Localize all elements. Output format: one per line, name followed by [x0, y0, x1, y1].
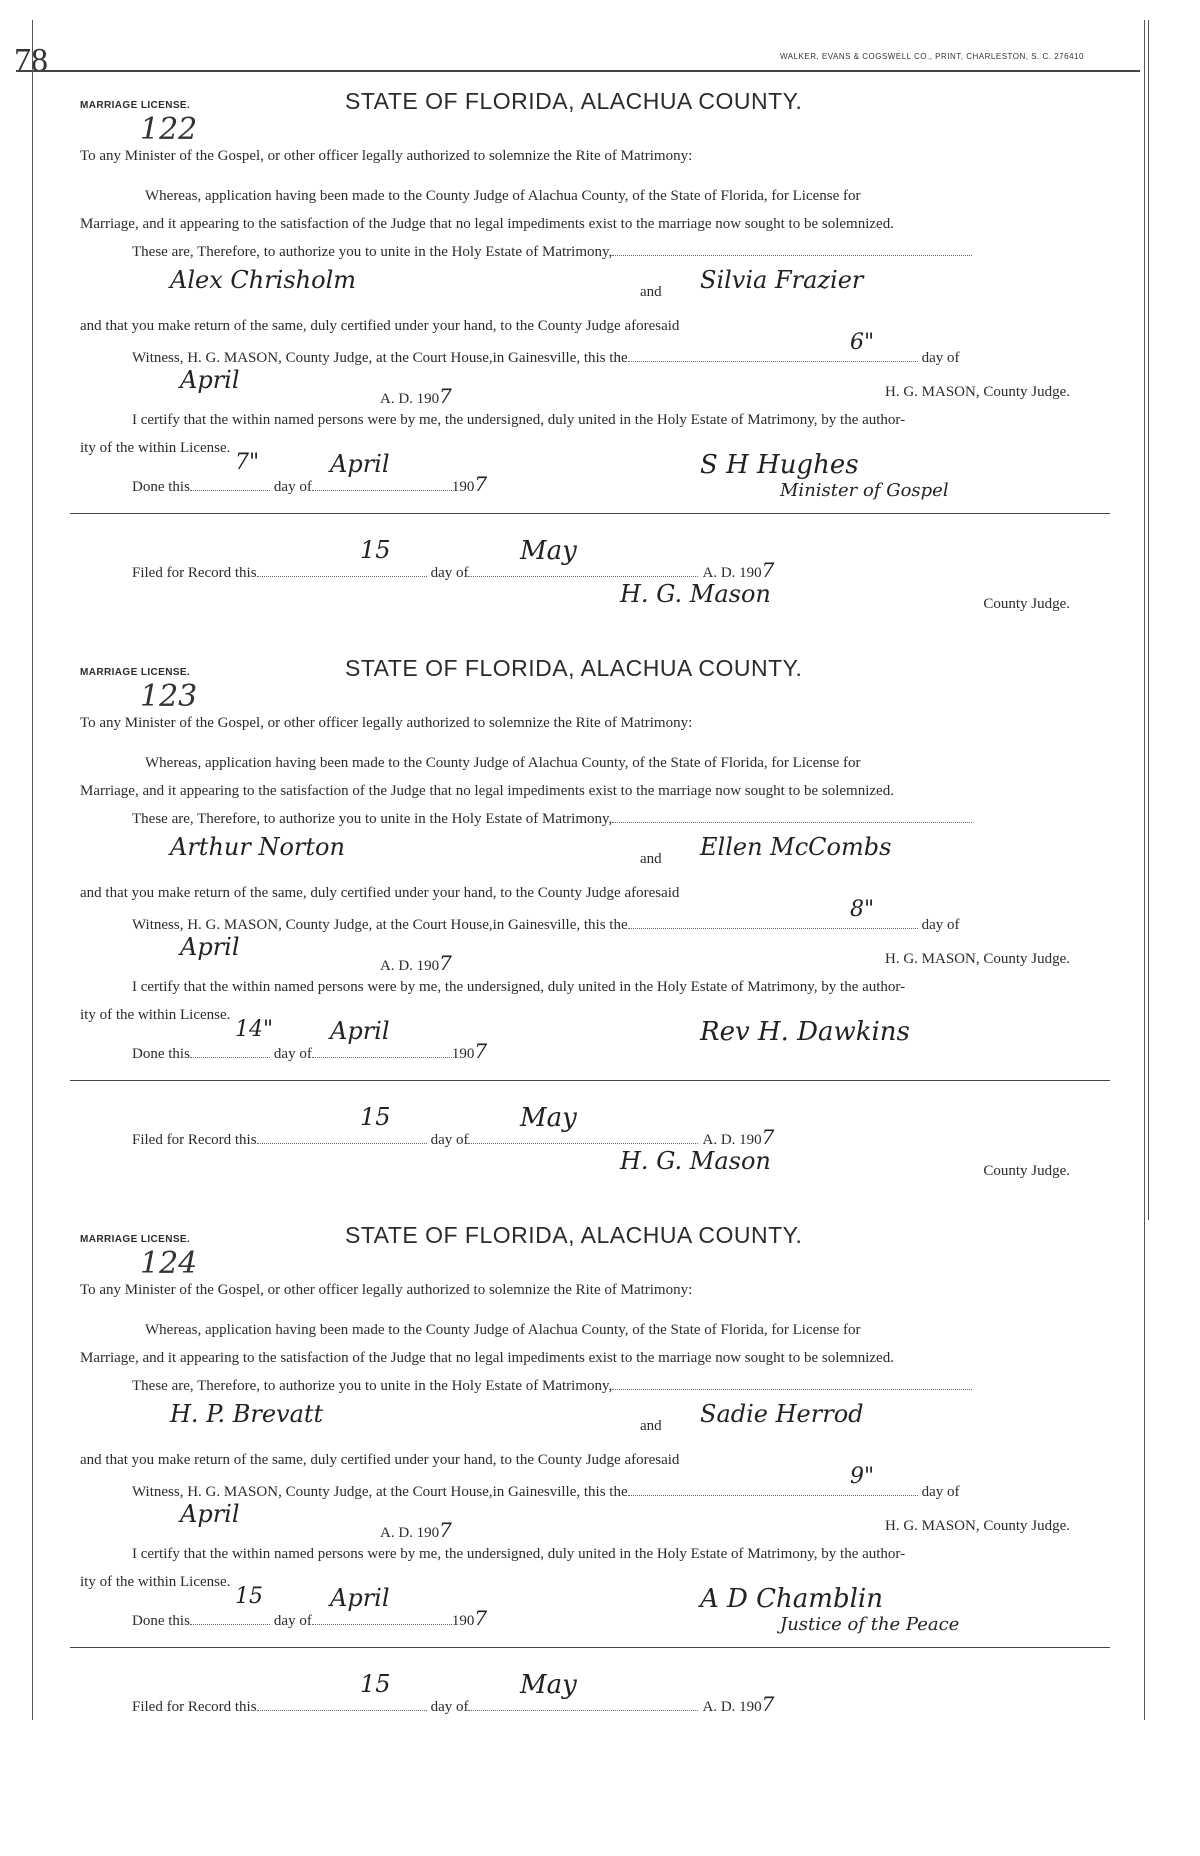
filed-day: 15 — [360, 536, 391, 564]
witness-day: 9" — [850, 1464, 875, 1489]
certify-line-1: I certify that the within named persons were by me, the undersigned, duly united in the Holy Estate of Matrimony, by the author- — [132, 1546, 906, 1562]
filed-day: 15 — [360, 1103, 391, 1131]
license-number: 123 — [140, 679, 198, 714]
return-line: and that you make return of the same, duly certified under your hand, to the County Judge aforesaid — [80, 885, 680, 901]
done-day: 7" — [235, 450, 260, 475]
left-margin-line — [32, 20, 33, 1720]
groom-name: H. P. Brevatt — [170, 1400, 324, 1428]
filed-month: May — [520, 536, 577, 566]
these-are-line: These are, Therefore, to authorize you to unite in the Holy Estate of Matrimony, — [132, 811, 972, 828]
certify-line-1: I certify that the within named persons were by me, the undersigned, duly united in the Holy Estate of Matrimony, by the author- — [132, 979, 906, 995]
bride-name: Ellen McCombs — [700, 833, 892, 861]
groom-name: Alex Chrisholm — [170, 266, 356, 294]
certify-line-2: ity of the within License. — [80, 1574, 231, 1590]
officiant-signature: S H Hughes — [700, 450, 859, 480]
officiant-signature: Rev H. Dawkins — [700, 1017, 910, 1047]
license-label: MARRIAGE LICENSE. — [80, 667, 191, 678]
whereas-line-1: Whereas, application having been made to the County Judge of Alachua County, of the State of Florida, for License for — [145, 1322, 861, 1338]
witness-line: Witness, H. G. MASON, County Judge, at the Court House,in Gainesville, this the day of — [132, 1484, 960, 1500]
to-any-line: To any Minister of the Gospel, or other officer legally authorized to solemnize the Rite of Matrimony: — [80, 715, 693, 731]
return-line: and that you make return of the same, duly certified under your hand, to the County Judge aforesaid — [80, 1452, 680, 1468]
filed-separator — [70, 513, 1110, 514]
license-number: 122 — [140, 112, 198, 147]
license-label: MARRIAGE LICENSE. — [80, 100, 191, 111]
witness-month: April — [180, 933, 240, 961]
witness-day: 6" — [850, 330, 875, 355]
done-day: 15 — [235, 1584, 263, 1609]
marriage-license — [60, 1222, 1110, 1782]
officiant-title: Minister of Gospel — [780, 480, 949, 501]
witness-month: April — [180, 1500, 240, 1528]
filed-separator — [70, 1080, 1110, 1081]
marriage-license — [60, 88, 1110, 648]
to-any-line: To any Minister of the Gospel, or other officer legally authorized to solemnize the Rite of Matrimony: — [80, 148, 693, 164]
done-line: Done this day of 1907 — [132, 1606, 488, 1630]
filed-line: Filed for Record this day of A. D. 1907 — [132, 1692, 775, 1716]
witness-ad: A. D. 1907 — [380, 951, 452, 975]
whereas-line-1: Whereas, application having been made to the County Judge of Alachua County, of the State of Florida, for License for — [145, 755, 861, 771]
done-month: April — [330, 1017, 390, 1045]
done-day: 14" — [235, 1017, 274, 1042]
bride-name: Sadie Herrod — [700, 1400, 864, 1428]
witness-line: Witness, H. G. MASON, County Judge, at the Court House,in Gainesville, this the day of — [132, 917, 960, 933]
and-word: and — [640, 284, 662, 300]
right-margin-line — [1144, 20, 1145, 1720]
license-heading: STATE OF FLORIDA, ALACHUA COUNTY. — [345, 1222, 803, 1248]
these-are-line: These are, Therefore, to authorize you to unite in the Holy Estate of Matrimony, — [132, 1378, 972, 1395]
to-any-line: To any Minister of the Gospel, or other officer legally authorized to solemnize the Rite of Matrimony: — [80, 1282, 693, 1298]
license-label: MARRIAGE LICENSE. — [80, 1234, 191, 1245]
filed-month: May — [520, 1103, 577, 1133]
filed-day: 15 — [360, 1670, 391, 1698]
witness-line: Witness, H. G. MASON, County Judge, at the Court House,in Gainesville, this the day of — [132, 350, 960, 366]
marriage-license — [60, 655, 1110, 1215]
officiant-signature: A D Chamblin — [700, 1584, 883, 1614]
whereas-line-2: Marriage, and it appearing to the satisfaction of the Judge that no legal impediments exist to the marriage now sought to be solemnized. — [80, 216, 894, 232]
return-line: and that you make return of the same, duly certified under your hand, to the County Judge aforesaid — [80, 318, 680, 334]
done-line: Done this day of 1907 — [132, 472, 488, 496]
printer-imprint: WALKER, EVANS & COGSWELL CO., PRINT, CHARLESTON, S. C. 276410 — [780, 52, 1084, 61]
whereas-line-2: Marriage, and it appearing to the satisfaction of the Judge that no legal impediments exist to the marriage now sought to be solemnized. — [80, 783, 894, 799]
right-margin-line-2 — [1148, 20, 1149, 1220]
these-are-line: These are, Therefore, to authorize you to unite in the Holy Estate of Matrimony, — [132, 244, 972, 261]
whereas-line-1: Whereas, application having been made to the County Judge of Alachua County, of the State of Florida, for License for — [145, 188, 861, 204]
issuing-judge: H. G. MASON, County Judge. — [884, 1518, 1070, 1534]
certify-line-2: ity of the within License. — [80, 440, 231, 456]
license-heading: STATE OF FLORIDA, ALACHUA COUNTY. — [345, 88, 803, 114]
county-judge-label: County Judge. — [983, 1163, 1070, 1179]
license-number: 124 — [140, 1246, 198, 1281]
issuing-judge: H. G. MASON, County Judge. — [884, 951, 1070, 967]
certify-line-1: I certify that the within named persons were by me, the undersigned, duly united in the Holy Estate of Matrimony, by the author- — [132, 412, 906, 428]
certify-line-2: ity of the within License. — [80, 1007, 231, 1023]
groom-name: Arthur Norton — [170, 833, 345, 861]
bride-name: Silvia Frazier — [700, 266, 864, 294]
witness-ad: A. D. 1907 — [380, 384, 452, 408]
witness-day: 8" — [850, 897, 875, 922]
whereas-line-2: Marriage, and it appearing to the satisfaction of the Judge that no legal impediments exist to the marriage now sought to be solemnized. — [80, 1350, 894, 1366]
done-line: Done this day of 1907 — [132, 1039, 488, 1063]
done-month: April — [330, 450, 390, 478]
witness-month: April — [180, 366, 240, 394]
filed-line: Filed for Record this day of A. D. 1907 — [132, 1125, 775, 1149]
filed-separator — [70, 1647, 1110, 1648]
county-judge-label: County Judge. — [983, 596, 1070, 612]
judge-signature: H. G. Mason — [620, 1147, 771, 1175]
filed-month: May — [520, 1670, 577, 1700]
judge-signature: H. G. Mason — [620, 580, 771, 608]
page-number: 78 — [14, 42, 48, 79]
issuing-judge: H. G. MASON, County Judge. — [884, 384, 1070, 400]
filed-line: Filed for Record this day of A. D. 1907 — [132, 558, 775, 582]
done-month: April — [330, 1584, 390, 1612]
and-word: and — [640, 851, 662, 867]
license-heading: STATE OF FLORIDA, ALACHUA COUNTY. — [345, 655, 803, 681]
witness-ad: A. D. 1907 — [380, 1518, 452, 1542]
top-rule — [16, 70, 1140, 72]
officiant-title: Justice of the Peace — [780, 1614, 960, 1635]
and-word: and — [640, 1418, 662, 1434]
